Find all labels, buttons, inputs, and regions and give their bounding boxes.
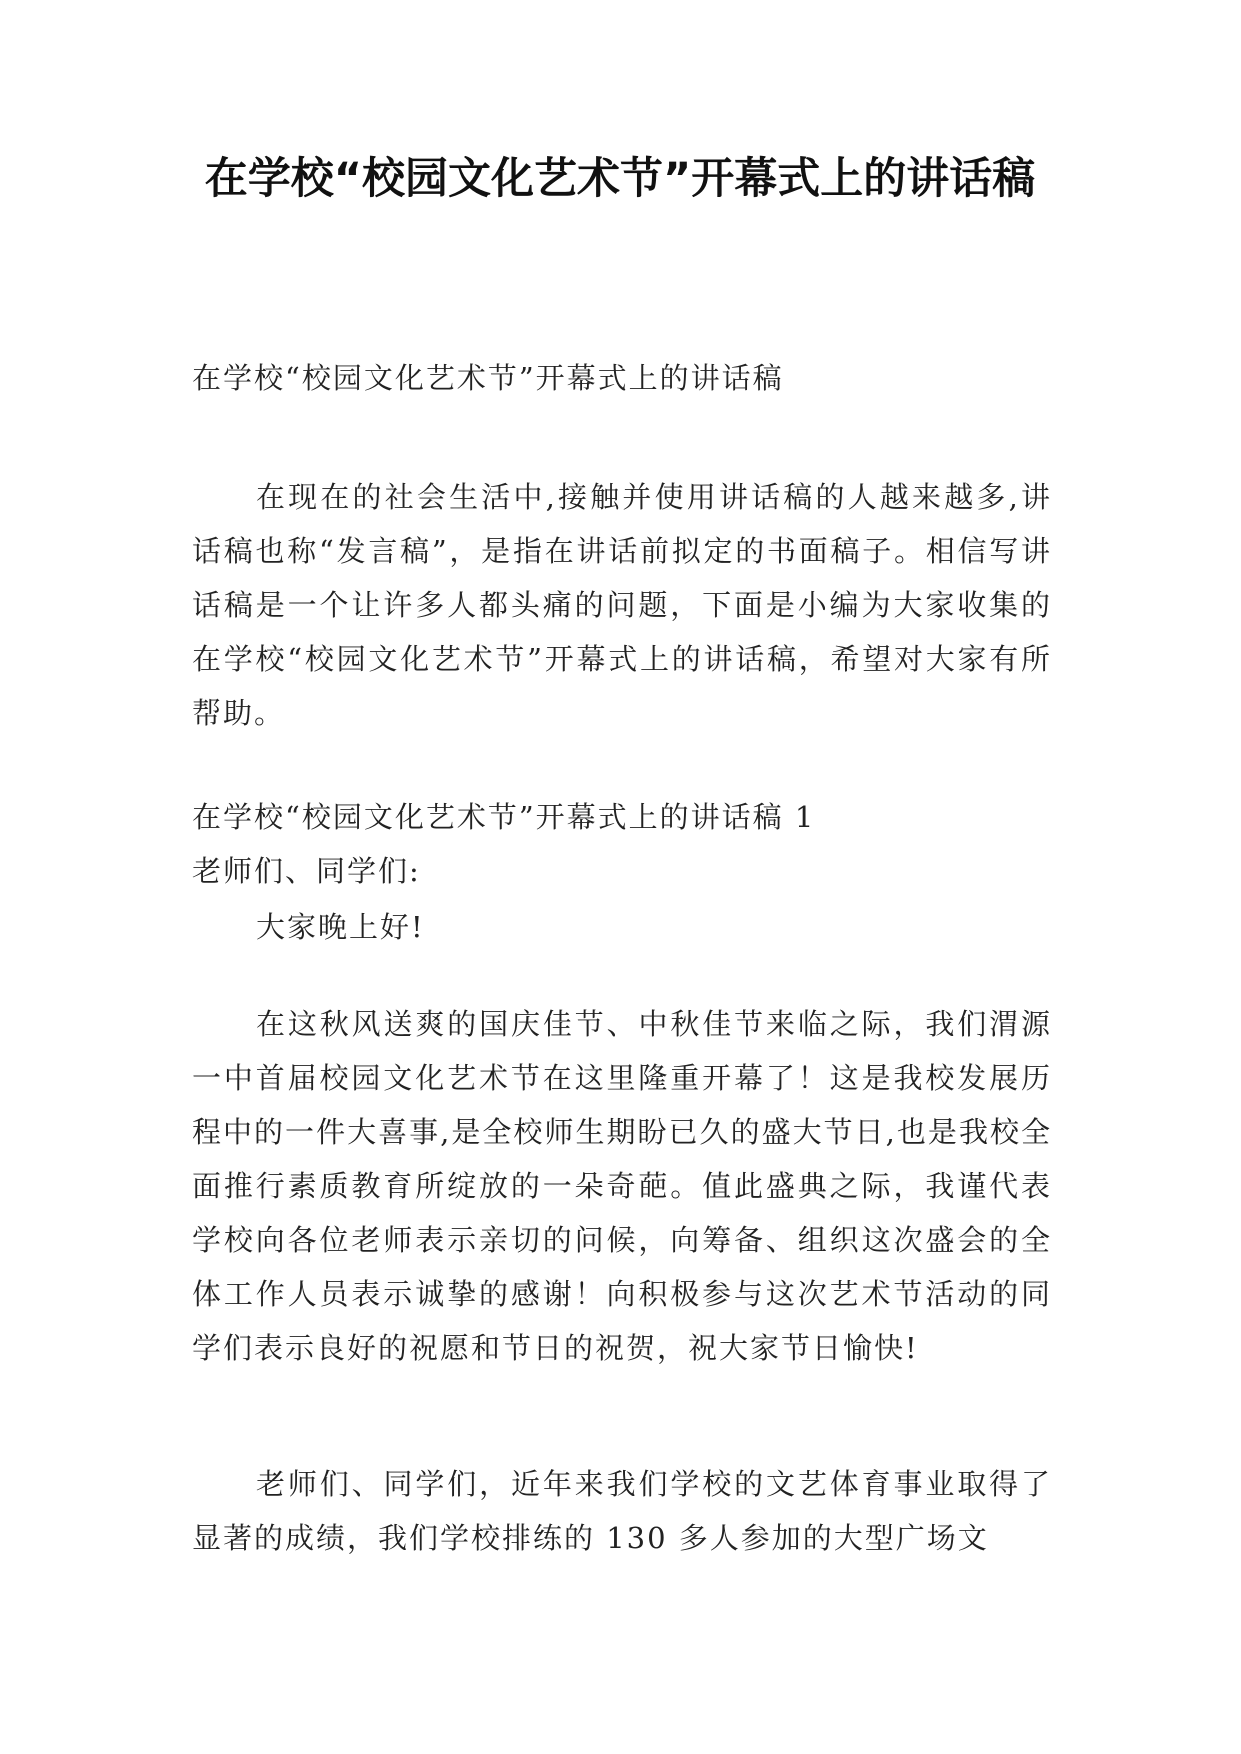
document-subtitle: 在学校“校园文化艺术节”开幕式上的讲话稿: [192, 361, 784, 395]
intro-paragraph: 在现在的社会生活中,接触并使用讲话稿的人越来越多,讲话稿也称“发言稿”，是指在讲话前拟定的书面稿子。相信写讲话稿是一个让许多人都头痛的问题，下面是小编为大家收集的在学校“校园文化艺术节”开幕式上的讲话稿，希望对大家有所帮助。: [192, 480, 1052, 730]
speech-paragraph: 在这秋风送爽的国庆佳节、中秋佳节来临之际，我们渭源一中首届校园文化艺术节在这里隆重开幕了！这是我校发展历程中的一件大喜事,是全校师生期盼已久的盛大节日,也是我校全面推行素质教育所绽放的一朵奇葩。值此盛典之际，我谨代表学校向各位老师表示亲切的问候，向筹备、组织这次盛会的全体工作人员表示诚挚的感谢！向积极参与这次艺术节活动的同学们表示良好的祝愿和节日的祝贺，祝大家节日愉快!: [192, 1007, 1052, 1365]
salutation: 老师们、同学们:: [192, 854, 421, 888]
greeting: 大家晚上好!: [256, 910, 425, 944]
speech-paragraph: 老师们、同学们，近年来我们学校的文艺体育事业取得了显著的成绩，我们学校排练的 130 多人参加的大型广场文: [192, 1467, 1052, 1555]
section-heading: 在学校“校园文化艺术节”开幕式上的讲话稿 1: [192, 800, 816, 834]
document-title: 在学校“校园文化艺术节”开幕式上的讲话稿: [204, 154, 1036, 204]
